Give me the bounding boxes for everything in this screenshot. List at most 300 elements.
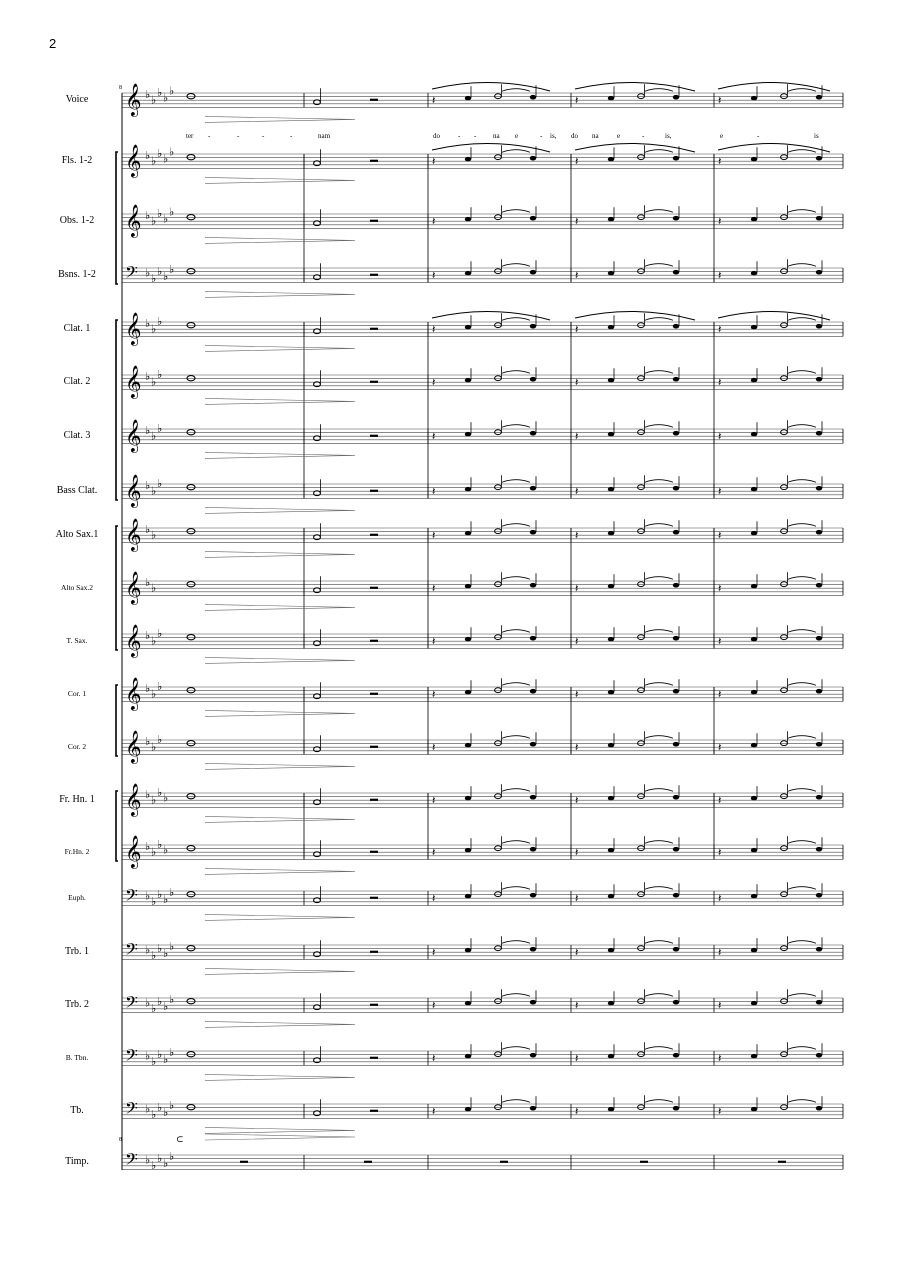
quarter-note [530,742,536,747]
flat-icon: ♭ [157,86,163,100]
flat-icon: ♭ [163,91,169,105]
quarter-note [608,894,614,899]
quarter-note [751,325,757,330]
flat-icon: ♭ [151,272,157,285]
quarter-note [751,584,757,589]
treble-clef-icon: 𝄞 [125,730,142,763]
flat-icon: ♭ [163,1106,169,1120]
quarter-note [751,487,757,492]
instrument-label: Clat. 3 [63,430,91,441]
quarter-note [530,583,536,588]
decrescendo-hairpin [205,816,355,822]
tie [645,150,673,153]
flat-icon: ♭ [151,1108,157,1121]
whole-note [187,582,195,587]
quarter-note [673,795,679,800]
quarter-rest: 𝄽 [432,847,436,860]
quarter-note [608,796,614,801]
quarter-rest: 𝄽 [718,324,722,337]
half-note [495,485,502,490]
half-note [638,215,645,220]
quarter-note [530,795,536,800]
crescendo-mark: ⊂ [176,1134,184,1144]
half-note [781,1105,788,1110]
tie [502,941,530,944]
quarter-note [608,584,614,589]
quarter-rest: 𝄽 [432,1106,436,1119]
tie [788,1100,816,1103]
flat-icon: ♭ [157,1151,163,1165]
quarter-note [751,217,757,222]
half-note [781,846,788,851]
quarter-rest: 𝄽 [575,156,579,169]
quarter-note [751,637,757,642]
decrescendo-hairpin [205,710,355,716]
treble-clef-icon: 𝄞 [125,204,142,237]
quarter-note [673,95,679,100]
tie [645,683,673,686]
quarter-note [673,742,679,747]
flat-icon: ♭ [151,634,157,648]
quarter-note [751,1107,757,1112]
flat-icon: ♭ [163,791,169,805]
flat-icon: ♭ [151,1002,157,1015]
half-rest [370,274,378,276]
tie [645,480,673,483]
instrument-label: Fr.Hn. 2 [64,847,90,856]
quarter-note [465,325,471,330]
instrument-label: Bsns. 1-2 [58,269,96,280]
quarter-note [816,1106,822,1111]
whole-note [187,846,195,851]
flat-icon: ♭ [151,740,157,754]
flat-icon: ♭ [145,209,151,222]
half-note [638,741,645,746]
flat-icon: ♭ [157,477,163,491]
half-note [638,635,645,640]
quarter-note [465,378,471,383]
half-note [781,582,788,587]
decrescendo-hairpin [205,291,355,297]
flat-icon: ♭ [169,145,175,159]
quarter-rest: 𝄽 [718,431,722,444]
half-note [495,892,502,897]
quarter-note [816,377,822,382]
quarter-note [608,1001,614,1006]
lyric-syllable: is, [665,132,672,140]
tie [502,524,530,527]
tie [788,371,816,374]
half-rest [640,1161,648,1163]
phrase-slur [432,82,550,91]
instrument-label: Voice [65,94,89,105]
lyric-syllable: ter [186,132,194,140]
quarter-note [751,96,757,101]
group-bracket [116,526,118,650]
tie [788,210,816,213]
flat-icon: ♭ [145,943,151,957]
quarter-note [673,377,679,382]
quarter-note [673,486,679,491]
decrescendo-hairpin [205,604,355,610]
flat-icon: ♭ [151,687,157,701]
quarter-note [530,1000,536,1005]
quarter-note [816,795,822,800]
quarter-note [608,325,614,330]
quarter-rest: 𝄽 [575,270,579,283]
instrument-label: Fr. Hn. 1 [59,794,95,805]
whole-note [187,892,195,897]
flat-icon: ♭ [169,886,175,899]
quarter-note [530,431,536,436]
quarter-note [608,848,614,853]
quarter-note [465,848,471,853]
flat-icon: ♭ [145,317,151,330]
flat-icon: ♭ [157,422,163,436]
quarter-note [530,636,536,641]
half-note [638,846,645,851]
quarter-rest: 𝄽 [432,689,436,702]
quarter-rest: 𝄽 [575,216,579,229]
quarter-note [816,270,822,275]
flat-icon: ♭ [151,895,157,908]
quarter-rest: 𝄽 [718,486,722,499]
flat-icon: ♭ [163,152,169,166]
quarter-rest: 𝄽 [432,530,436,543]
quarter-rest: 𝄽 [718,1000,722,1013]
tie [645,210,673,213]
half-note [638,999,645,1004]
quarter-note [608,743,614,748]
half-note [781,485,788,490]
flat-icon: ♭ [163,270,169,284]
lyric-syllable: e [515,132,519,140]
half-rest [370,746,378,748]
quarter-rest: 𝄽 [432,270,436,283]
treble-clef-icon: 𝄞 [125,571,142,604]
half-note [495,155,502,160]
tie [788,841,816,844]
tie [788,887,816,890]
treble-clef-icon: 𝄞 [125,365,142,398]
flat-icon: ♭ [169,205,175,219]
flat-icon: ♭ [151,429,157,443]
whole-note [187,323,195,328]
flat-icon: ♭ [145,1153,151,1167]
quarter-note [608,217,614,222]
flat-icon: ♭ [151,528,157,542]
tie [502,480,530,483]
quarter-note [816,1000,822,1005]
quarter-note [673,636,679,641]
flat-icon: ♭ [157,838,163,852]
half-note [638,794,645,799]
whole-note [187,1105,195,1110]
phrase-slur [718,82,830,91]
quarter-note [816,847,822,852]
quarter-note [751,743,757,748]
tie [502,425,530,428]
decrescendo-hairpin [205,177,355,183]
tie [502,994,530,997]
half-rest [370,587,378,589]
flat-icon: ♭ [157,147,163,161]
half-note [781,794,788,799]
instrument-label: Cor. 2 [67,742,87,751]
tie [788,524,816,527]
quarter-note [465,271,471,276]
lyric-syllable: do [433,132,440,140]
tie [788,1047,816,1050]
quarter-note [530,947,536,952]
quarter-note [673,156,679,161]
half-note [638,688,645,693]
flat-icon: ♭ [163,1157,169,1171]
tie [788,789,816,792]
quarter-note [673,893,679,898]
half-note [638,94,645,99]
half-rest [370,490,378,492]
lyric-syllable: e [720,132,724,140]
measure-number: 8 [119,85,122,91]
instrument-label: Fls. 1-2 [61,155,93,166]
half-note [495,846,502,851]
half-rest [370,851,378,853]
lyric-syllable: - [237,132,240,140]
quarter-note [751,948,757,953]
half-note [495,94,502,99]
half-rest [370,951,378,953]
flat-icon: ♭ [145,479,151,492]
phrase-slur [432,143,550,152]
quarter-note [751,1001,757,1006]
flat-icon: ♭ [169,263,175,276]
half-note [495,1105,502,1110]
quarter-rest: 𝄽 [575,1106,579,1119]
whole-note [187,688,195,693]
quarter-note [465,157,471,162]
quarter-note [465,584,471,589]
flat-icon: ♭ [157,368,163,382]
quarter-note [465,796,471,801]
quarter-note [673,1053,679,1058]
flat-icon: ♭ [145,735,151,748]
tie [645,318,673,321]
tie [502,210,530,213]
quarter-rest: 𝄽 [575,847,579,860]
flat-icon: ♭ [169,993,175,1006]
bass-clef-icon: 𝄢 [125,885,138,909]
tie [645,630,673,633]
quarter-rest: 𝄽 [575,324,579,337]
instrument-label: Timp. [65,1156,89,1167]
flat-icon: ♭ [151,1159,157,1172]
half-rest [370,534,378,536]
tie [502,841,530,844]
tie [502,371,530,374]
bass-clef-icon: 𝄢 [125,1149,138,1173]
quarter-note [816,530,822,535]
lyric-syllable: e [617,132,621,140]
quarter-rest: 𝄽 [432,1000,436,1013]
half-rest [370,640,378,642]
tie [788,577,816,580]
tie [502,150,530,153]
flat-icon: ♭ [157,207,163,221]
quarter-rest: 𝄽 [575,530,579,543]
flat-icon: ♭ [157,1047,163,1061]
half-note [781,892,788,897]
treble-clef-icon: 𝄞 [125,677,142,710]
half-note [638,892,645,897]
tie [788,683,816,686]
tie [645,524,673,527]
quarter-note [751,796,757,801]
tie [645,887,673,890]
quarter-note [530,1106,536,1111]
phrase-slur [718,143,830,152]
quarter-note [816,583,822,588]
flat-icon: ♭ [145,788,151,801]
quarter-rest: 𝄽 [432,377,436,390]
half-rest [370,328,378,330]
quarter-rest: 𝄽 [575,431,579,444]
whole-note [187,215,195,220]
lyric-syllable: - [290,132,293,140]
flat-icon: ♭ [163,947,169,961]
tie [788,994,816,997]
lyric-syllable: nam [318,132,331,140]
quarter-note [751,157,757,162]
half-rest [370,1004,378,1006]
quarter-note [816,636,822,641]
quarter-note [816,431,822,436]
flat-icon: ♭ [169,1046,175,1059]
quarter-rest: 𝄽 [718,636,722,649]
half-note [781,430,788,435]
quarter-note [816,486,822,491]
quarter-rest: 𝄽 [432,636,436,649]
flat-icon: ♭ [151,581,157,595]
whole-note [187,946,195,951]
flat-icon: ♭ [163,893,169,907]
flat-icon: ♭ [145,682,151,695]
treble-clef-icon: 𝄞 [125,835,142,868]
tie [502,577,530,580]
half-rest [364,1161,372,1163]
quarter-note [530,530,536,535]
quarter-rest: 𝄽 [718,530,722,543]
quarter-note [530,847,536,852]
flat-icon: ♭ [145,1049,151,1063]
quarter-note [816,689,822,694]
flat-icon: ♭ [163,1053,169,1067]
tie [645,371,673,374]
half-note [638,1105,645,1110]
quarter-note [465,743,471,748]
quarter-note [816,156,822,161]
quarter-note [673,689,679,694]
flat-icon: ♭ [145,266,151,280]
quarter-note [673,947,679,952]
quarter-note [465,894,471,899]
instrument-label: Euph. [68,893,86,902]
half-note [638,155,645,160]
tie [645,1047,673,1050]
quarter-note [608,690,614,695]
decrescendo-hairpin [205,116,355,122]
quarter-note [465,1107,471,1112]
whole-note [187,376,195,381]
half-note [638,376,645,381]
tie [645,941,673,944]
half-note [495,430,502,435]
flat-icon: ♭ [151,93,157,107]
decrescendo-hairpin [205,914,355,920]
quarter-note [673,1000,679,1005]
quarter-rest: 𝄽 [575,486,579,499]
quarter-rest: 𝄽 [718,95,722,108]
tie [788,941,816,944]
tie [645,736,673,739]
quarter-note [530,893,536,898]
whole-note [187,794,195,799]
flat-icon: ♭ [145,424,151,437]
quarter-rest: 𝄽 [432,486,436,499]
half-rest [240,1161,248,1163]
quarter-rest: 𝄽 [718,1106,722,1119]
quarter-note [465,1054,471,1059]
flat-icon: ♭ [157,680,163,694]
quarter-note [751,894,757,899]
tie [502,630,530,633]
quarter-note [465,487,471,492]
treble-clef-icon: 𝄞 [125,783,142,816]
quarter-note [465,217,471,222]
half-note [638,582,645,587]
quarter-rest: 𝄽 [575,893,579,906]
quarter-note [608,378,614,383]
flat-icon: ♭ [145,1102,151,1116]
quarter-note [465,948,471,953]
decrescendo-hairpin [205,1021,355,1027]
flat-icon: ♭ [151,845,157,859]
group-bracket [116,152,118,284]
treble-clef-icon: 𝄞 [125,312,142,345]
flat-icon: ♭ [145,523,151,536]
tie [502,1100,530,1103]
flat-icon: ♭ [145,576,151,589]
lyric-syllable: - [262,132,265,140]
quarter-note [465,531,471,536]
quarter-note [608,637,614,642]
half-note [638,1052,645,1057]
half-note [638,485,645,490]
quarter-note [608,1054,614,1059]
tie [502,736,530,739]
tie [645,841,673,844]
flat-icon: ♭ [157,264,163,278]
quarter-note [608,487,614,492]
quarter-rest: 𝄽 [432,324,436,337]
quarter-note [673,270,679,275]
quarter-rest: 𝄽 [718,893,722,906]
phrase-slur [575,82,695,91]
half-rest [370,99,378,101]
tie [788,480,816,483]
quarter-note [751,1054,757,1059]
tie [788,630,816,633]
